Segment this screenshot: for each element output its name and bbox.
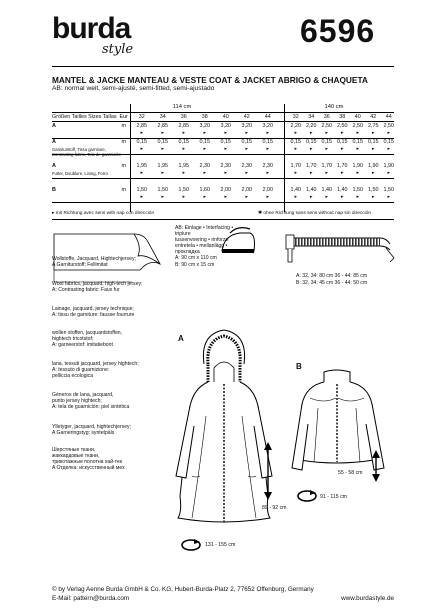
yardage-value: 1,50	[157, 187, 168, 193]
nap-arrow: ▸	[387, 146, 390, 152]
yardage-value: 2,30	[220, 163, 231, 169]
table-rule	[52, 154, 394, 155]
nap-arrow: ▸	[140, 194, 143, 200]
section-divider	[52, 219, 394, 220]
header-divider	[52, 66, 394, 67]
nap-arrow: ▸	[325, 146, 328, 152]
fabric-suggestion: Wool fabrics, jacquard, high-tech jersey; A: Contrasting fabric: Faux fur	[52, 281, 143, 294]
yardage-value: 1,50	[383, 187, 394, 193]
view-b-label: B	[296, 362, 302, 371]
row-fabric-note: Garniturstoff, Tissu garniture, Contrasting fabric, Tela de guarnición	[52, 147, 122, 157]
table-rule	[52, 178, 394, 179]
size-column-header: 44	[264, 114, 271, 120]
yardage-value: 3,20	[199, 123, 210, 129]
nap-arrow: ▸	[309, 130, 313, 136]
fabric-suggestion: Géneros de lana, jacquard, punto jersey hightech; A: tela de guarnición: piel sintética	[52, 392, 130, 411]
yardage-value: 2,50	[337, 123, 348, 129]
yardage-value: 1,40	[337, 187, 348, 193]
row-view-label: B	[52, 187, 56, 193]
width-group-114: 114 cm	[172, 104, 192, 110]
zipper-lengths	[296, 273, 367, 287]
size-column-header: 32	[292, 114, 299, 120]
eur-label: Eur	[119, 114, 128, 120]
nap-arrow: ▸	[340, 170, 344, 176]
footer	[52, 585, 394, 603]
yardage-value: 0,15	[368, 139, 379, 145]
nap-arrow: ▸	[182, 170, 185, 176]
yardage-value: 1,90	[368, 163, 379, 169]
zipper-length-a: A: 32, 34: 80 cm 36 - 44: 85 cm	[296, 273, 368, 279]
nap-arrow: ▸	[356, 170, 359, 176]
zipper-length-b: B: 32, 34: 45 cm 36 - 44: 50 cm	[296, 280, 368, 286]
yardage-value: 1,50	[178, 187, 189, 193]
yardage-value: 1,95	[136, 163, 147, 169]
nap-arrow: ▸	[325, 194, 328, 200]
sizes-header: Größen Tailles Sizes Tallas	[52, 114, 117, 120]
nap-arrow: ▸	[387, 130, 390, 136]
jacket-drawing	[290, 368, 390, 508]
nap-arrow: ▸	[371, 170, 375, 176]
logo-wordmark: burda	[52, 12, 131, 45]
nap-arrow: ▸	[224, 130, 227, 136]
yardage-value: 3,20	[262, 123, 273, 129]
row-view-label: A	[52, 139, 56, 145]
fabric-suggestion: wollen stoffen, jacquardstoffen, hightech tricotstof; A: garneerstof: imitatiebont	[52, 330, 123, 349]
row-fabric-note: Futter, Doublure, Lining, Forro	[52, 171, 108, 176]
nap-arrow: ▸	[387, 170, 390, 176]
nap-arrow: ▸	[371, 194, 375, 200]
nap-arrow: ▸	[266, 194, 269, 200]
yardage-value: 1,40	[306, 187, 317, 193]
yardage-value: 2,30	[241, 163, 252, 169]
pattern-number: 6596	[300, 13, 376, 49]
legend-without-nap: ✱ ohne Richtung sans sens without nap sin dirección	[258, 211, 372, 216]
yardage-value: 0,15	[383, 139, 394, 145]
size-column-header: 32	[138, 114, 145, 120]
hem-circumference-icon	[180, 538, 202, 552]
table-rule	[52, 121, 394, 122]
nap-arrow: ▸	[340, 130, 344, 136]
yardage-table	[52, 104, 394, 204]
nap-arrow: ▸	[309, 146, 313, 152]
yardage-value: 1,70	[290, 163, 301, 169]
hem-circumference-icon	[296, 489, 318, 503]
zipper-icon	[286, 228, 394, 268]
nap-arrow: ▸	[266, 130, 269, 136]
nap-arrow: ▸	[309, 194, 313, 200]
interfacing-info	[175, 225, 245, 268]
fabric-suggestion: lana, tessuti jacquard, jersey hightech; A: tessuto di guarnizione: pelliccia ecologica	[52, 361, 139, 380]
size-column-header: 38	[339, 114, 346, 120]
copyright: © by Verlag Aenne Burda GmbH & Co. KG, Hubert-Burda-Platz 2, 77652 Offenburg, Germany	[52, 586, 314, 593]
yardage-value: 0,15	[306, 139, 317, 145]
yardage-value: 1,40	[290, 187, 301, 193]
nap-arrow: ▸	[356, 130, 359, 136]
nap-arrow: ▸	[182, 146, 185, 152]
nap-arrow: ▸	[294, 146, 297, 152]
yardage-value: 0,15	[290, 139, 301, 145]
size-column-header: 40	[354, 114, 361, 120]
interfacing-text: AB: Einlage • Interfacing • triplure tussenvoering • rinforzo entretela • mellanlägg • прокладка A: 90 cm x 110 cm B: 90 cm x 15 cm	[175, 225, 234, 268]
fabric-suggestion: Lainage, jacquard, jersey technique; A: tissu de garniture: fausse fourrure	[52, 306, 135, 319]
nap-arrow: ▸	[203, 130, 206, 136]
nap-arrow: ▸	[161, 170, 164, 176]
yardage-value: 2,20	[306, 123, 317, 129]
width-group-140: 140 cm	[324, 104, 344, 110]
row-unit: m	[121, 163, 126, 169]
fabric-suggestion: Ylletyger, jacquard, hightechjersey; A Garneringstyg: syntetpäls	[52, 424, 131, 437]
yardage-value: 1,50	[368, 187, 379, 193]
yardage-value: 2,00	[220, 187, 231, 193]
nap-arrow: ▸	[356, 146, 359, 152]
yardage-value: 0,15	[321, 139, 332, 145]
nap-arrow: ▸	[356, 194, 359, 200]
row-unit: m	[121, 139, 126, 145]
size-column-header: 36	[180, 114, 187, 120]
yardage-value: 3,20	[241, 123, 252, 129]
nap-arrow: ▸	[161, 146, 164, 152]
nap-arrow: ▸	[203, 146, 206, 152]
size-column-header: 42	[370, 114, 377, 120]
fabric-suggestion: Шерстяные ткани, жаккардовые ткани, трикотажные полотна хай-тек A Отделка: искусственный мех	[52, 447, 125, 472]
nap-arrow: ▸	[245, 130, 248, 136]
nap-arrow: ▸	[340, 194, 344, 200]
yardage-value: 0,15	[262, 139, 273, 145]
yardage-value: 1,90	[352, 163, 363, 169]
yardage-value: 2,85	[178, 123, 189, 129]
nap-arrow: ▸	[161, 130, 164, 136]
legend-with-nap: ▸ mit Richtung avec sens with nap con dirección	[52, 211, 155, 216]
contact-email: E-Mail: pattern@burda.com	[52, 595, 130, 602]
yardage-value: 2,00	[262, 187, 273, 193]
nap-arrow: ▸	[203, 194, 206, 200]
nap-arrow: ▸	[245, 194, 248, 200]
jacket-hem-measure: 91 - 115 cm	[320, 494, 348, 500]
nap-arrow: ▸	[245, 146, 248, 152]
website-link[interactable]: www.burdastyle.de	[341, 595, 394, 602]
yardage-value: 1,95	[157, 163, 168, 169]
fabric-suggestion: Wollstoffe, Jacquard, Hightechjersey; A Garniturstoff: Fellimitat	[52, 256, 136, 269]
coat-hem-measure: 131 - 155 cm	[205, 542, 236, 548]
table-rule	[52, 112, 394, 113]
coat-length-measure: 89 - 92 cm	[262, 505, 287, 511]
size-column-header: 36	[323, 114, 330, 120]
yardage-value: 0,15	[136, 139, 147, 145]
nap-arrow: ▸	[325, 170, 328, 176]
nap-arrow: ▸	[340, 146, 344, 152]
size-column-header: 40	[222, 114, 229, 120]
nap-arrow: ▸	[294, 194, 297, 200]
yardage-value: 2,30	[262, 163, 273, 169]
logo-style: style	[102, 42, 134, 57]
yardage-value: 0,15	[157, 139, 168, 145]
nap-arrow: ▸	[140, 170, 143, 176]
row-view-label: A	[52, 123, 56, 129]
yardage-value: 0,15	[337, 139, 348, 145]
nap-arrow: ▸	[387, 194, 390, 200]
yardage-value: 0,15	[352, 139, 363, 145]
row-view-label: A	[52, 163, 56, 169]
yardage-value: 1,70	[321, 163, 332, 169]
yardage-value: 1,50	[136, 187, 147, 193]
yardage-value: 2,85	[136, 123, 147, 129]
nap-arrow: ▸	[182, 194, 185, 200]
yardage-value: 1,70	[337, 163, 348, 169]
yardage-value: 1,40	[321, 187, 332, 193]
size-column-header: 34	[308, 114, 315, 120]
yardage-value: 0,15	[178, 139, 189, 145]
nap-arrow: ▸	[266, 170, 269, 176]
burda-style-logo	[52, 14, 144, 58]
yardage-value: 2,50	[352, 123, 363, 129]
nap-arrow: ▸	[245, 170, 248, 176]
yardage-value: 3,20	[220, 123, 231, 129]
size-column-header: 34	[159, 114, 166, 120]
yardage-value: 1,95	[178, 163, 189, 169]
size-column-header: 38	[201, 114, 208, 120]
yardage-value: 1,90	[383, 163, 394, 169]
view-a-label: A	[178, 334, 184, 343]
yardage-value: 1,60	[199, 187, 210, 193]
yardage-value: 0,15	[199, 139, 210, 145]
yardage-value: 0,15	[220, 139, 231, 145]
nap-arrow: ▸	[371, 146, 375, 152]
yardage-value: 2,50	[321, 123, 332, 129]
nap-arrow: ▸	[203, 170, 206, 176]
yardage-value: 2,85	[157, 123, 168, 129]
yardage-value: 2,20	[290, 123, 301, 129]
nap-arrow: ▸	[140, 146, 143, 152]
yardage-value: 2,75	[368, 123, 379, 129]
yardage-value: 2,50	[383, 123, 394, 129]
nap-arrow: ▸	[182, 130, 185, 136]
size-column-header: 44	[385, 114, 392, 120]
size-column-header: 42	[243, 114, 250, 120]
garment-title: MANTEL & JACKE MANTEAU & VESTE COAT & JACKET ABRIGO & CHAQUETA	[52, 75, 368, 85]
nap-arrow: ▸	[371, 130, 375, 136]
yardage-value: 1,70	[306, 163, 317, 169]
nap-arrow: ▸	[224, 194, 227, 200]
yardage-value: 2,00	[241, 187, 252, 193]
nap-arrow: ▸	[140, 130, 143, 136]
fit-description: AB: normal weit, semi-ajusté, semi-fitted, semi-ajustado	[52, 85, 215, 92]
yardage-value: 1,50	[352, 187, 363, 193]
nap-arrow: ▸	[294, 170, 297, 176]
nap-arrow: ▸	[309, 170, 313, 176]
nap-arrow: ▸	[325, 130, 328, 136]
nap-arrow: ▸	[294, 130, 297, 136]
nap-arrow: ▸	[224, 170, 227, 176]
yardage-value: 2,30	[199, 163, 210, 169]
nap-arrow: ▸	[161, 194, 164, 200]
row-unit: m	[121, 187, 126, 193]
nap-arrow: ▸	[224, 146, 227, 152]
jacket-length-measure: 55 - 58 cm	[338, 470, 363, 476]
row-unit: m	[121, 123, 126, 129]
nap-arrow: ▸	[266, 146, 269, 152]
table-rule	[52, 202, 394, 203]
yardage-value: 0,15	[241, 139, 252, 145]
